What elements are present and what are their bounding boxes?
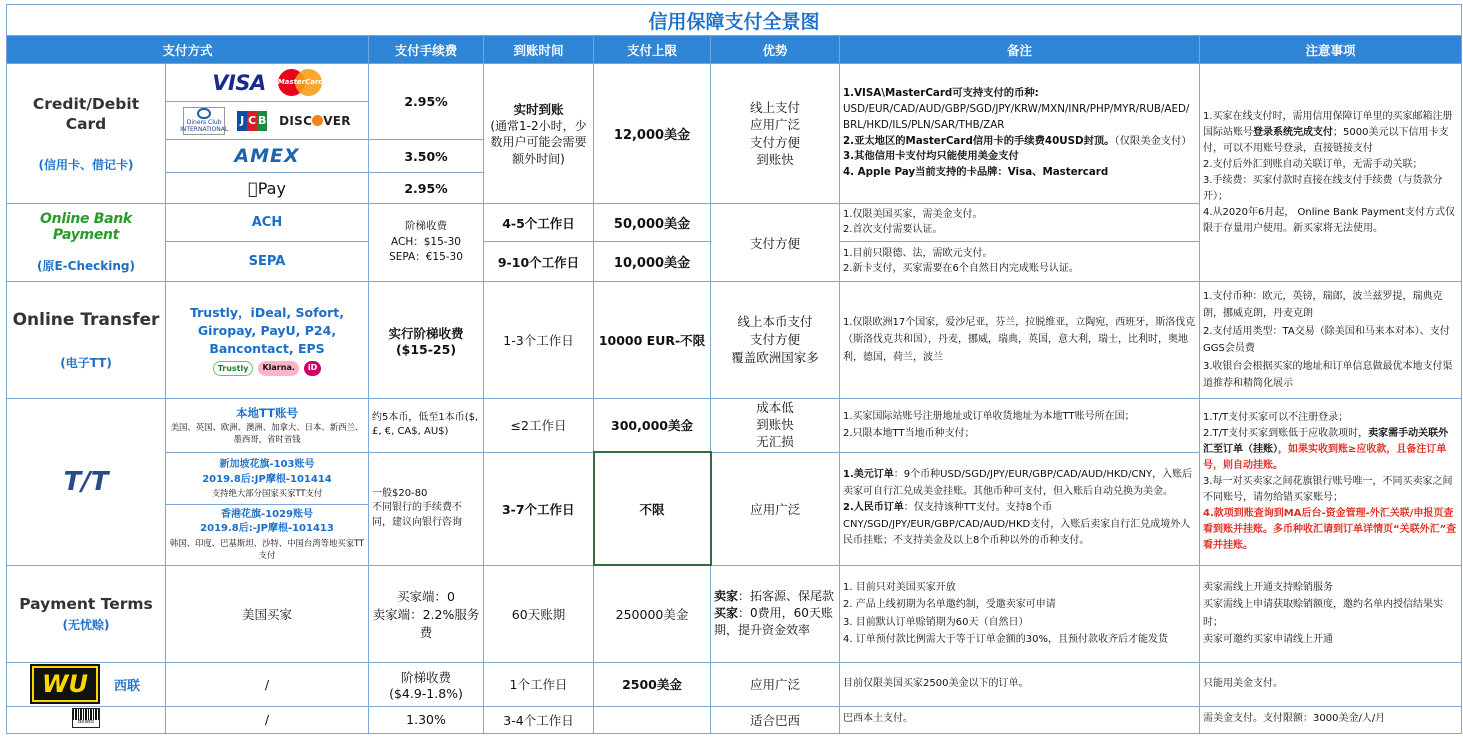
ot-limit: 10000 EUR-不限 (594, 282, 711, 399)
diners-club-logo: Diners Club INTERNATIONAL (183, 107, 225, 135)
method-credit-card (7, 64, 166, 204)
ideal-logo: iD (304, 361, 321, 377)
boleto-advantage: 适合巴西 (711, 706, 840, 733)
pt-advantage: 卖家：拓客源、保尾款 买家：0费用，60天账期，提升资金效率 (711, 565, 840, 662)
header-limit: 支付上限 (594, 36, 711, 64)
ot-notes: 1.仅限欧洲17个国家，爱沙尼亚，芬兰，拉脱维亚，立陶宛，西班牙，斯洛伐克（斯洛伐克共和国），丹麦，挪威，瑞典，英国，意大利，瑞士，比利时，奥地利，德国，荷兰，波兰 (840, 282, 1200, 399)
tt-local-limit: 300,000美金 (594, 399, 711, 453)
boleto-caution: 需美金支付。支付限额：3000美金/人/月 (1200, 706, 1462, 733)
obp-ach: ACH (166, 204, 369, 242)
tt-local-advantage: 成本低 到账快 无汇损 (711, 399, 840, 453)
trustly-logo: Trustly (213, 361, 254, 377)
boleto-logo: Boleto (72, 708, 100, 728)
method-western-union (7, 662, 166, 706)
obp-ach-time: 4-5个工作日 (484, 204, 594, 242)
jcb-logo: J C B (237, 111, 267, 131)
ot-subtitle: (电子TT) (60, 355, 112, 370)
method-online-transfer (7, 282, 166, 399)
tt-hk-account: 香港花旗-1029账号 2019.8后:-JP摩根-101413 韩国、印度、巴基斯坦、沙特、中国台湾等地买家TT支付 (166, 504, 369, 565)
tt-int-fee: 一般$20-80 不同银行的手续费不同，建议向银行咨询 (369, 452, 484, 565)
header-payment-method: 支付方式 (7, 36, 369, 64)
discover-logo: DISC VER (279, 113, 351, 128)
obp-sepa: SEPA (166, 242, 369, 282)
obp-advantage: 支付方便 (711, 204, 840, 282)
ot-advantage: 线上本币支付 支付方便 覆盖欧洲国家多 (711, 282, 840, 399)
pt-notes: 1. 目前只对美国买家开放 2. 产品上线初期为名单邀约制，受邀卖家可申请 3. 目前默认订单赊销期为60天（自然日） 4. 订单预付款比例需大于等于订单金额的30%，且预付款收齐后才能发货 (840, 565, 1200, 662)
pt-subtitle: (无忧赊) (62, 618, 110, 633)
pt-time: 60天账期 (484, 565, 594, 662)
pt-method: 美国买家 (166, 565, 369, 662)
tt-local-notes: 1.买家国际站账号注册地址或订单收货地址为本地TT账号所在国； 2.只限本地TT当地币种支付； (840, 399, 1200, 453)
method-online-bank-payment (7, 204, 166, 282)
obp-ach-notes: 1.仅限美国买家，需美金支付。 2.首次支付需要认证。 (840, 204, 1200, 242)
page-title: 信用保障支付全景图 (7, 5, 1462, 36)
method-tt: T/T (7, 399, 166, 566)
wu-name: 西联 (113, 678, 140, 694)
tt-int-advantage: 应用广泛 (711, 452, 840, 565)
obp-ach-limit: 50,000美金 (594, 204, 711, 242)
wu-fee: 阶梯收费 ($4.9-1.8%) (369, 662, 484, 706)
obp-name: Online Bank Payment (40, 211, 132, 243)
obp-subtitle: (原E-Checking) (37, 259, 135, 273)
western-union-logo: WU (32, 666, 98, 702)
credit-obp-caution: 1.买家在线支付时，需用信用保障订单里的买家邮箱注册国际站账号登录系统完成支付；5000美元以下信用卡支付，可以不用账号登录，直接链接支付 2.支付后外汇到账自动关联订单，无需手动关联； 3.手续费：买家付款时直接在线支付手续费（与货款分开）； 4.从2020年6月起， Online Bank Payment支付方式仅限于存量用户使用。新买家将无法使用。 (1200, 64, 1462, 282)
payment-overview-table (6, 4, 1462, 734)
header-fee: 支付手续费 (369, 36, 484, 64)
credit-fee-applepay: 2.95% (369, 173, 484, 204)
tt-local-fee: 约5本币，低至1本币($,£, €, CA$, AU$) (369, 399, 484, 453)
visa-logo: VISA (212, 70, 266, 95)
credit-advantage: 线上支付 应用广泛 支付方便 到账快 (711, 64, 840, 204)
apple-icon (248, 179, 258, 198)
tt-local-time: ≤2工作日 (484, 399, 594, 453)
apple-pay-logo: Pay (166, 173, 369, 204)
wu-notes: 目前仅限美国买家2500美金以下的订单。 (840, 662, 1200, 706)
tt-int-limit: 不限 (594, 452, 711, 565)
tt-int-notes: 1.美元订单：9个币种USD/SGD/JPY/EUR/GBP/CAD/AUD/HKD/CNY，入账后卖家可自行汇兑成美金挂账。其他币种可支付，但入账后自动兑换为美金。 2.人民币订单：仅支持该种TT支付。支持8个币CNY/SGD/JPY/EUR/GBP/CAD/AUD/HKD支付，入账后卖家自行汇兑成境外人民币挂账；不支持美金及以上8个币种以外的币种支付。 (840, 452, 1200, 565)
credit-fee-amex: 3.50% (369, 140, 484, 173)
wu-limit: 2500美金 (594, 662, 711, 706)
credit-arrival-time: 实时到账 (通常1-2小时，少数用户可能会需要额外时间) (484, 64, 594, 204)
amex-logo: AMEX (166, 140, 369, 173)
tt-sg-account: 新加坡花旗-103账号 2019.8后:JP摩根-101414 支持绝大部分国家买家TT支付 (166, 452, 369, 504)
obp-sepa-time: 9-10个工作日 (484, 242, 594, 282)
method-payment-terms (7, 565, 166, 662)
wu-time: 1个工作日 (484, 662, 594, 706)
pt-fee: 买家端：0 卖家端：2.2%服务费 (369, 565, 484, 662)
obp-sepa-notes: 1.目前只限德、法，需欧元支付。 2.新卡支付，买家需要在6个自然日内完成账号认证。 (840, 242, 1200, 282)
boleto-limit (594, 706, 711, 733)
boleto-method: / (166, 706, 369, 733)
pt-name: Payment Terms (19, 595, 153, 614)
pt-caution: 卖家需线上开通支持赊销服务 买家需线上申请获取赊销额度，邀约名单内授信结果实时； 卖家可邀约买家申请线上开通 (1200, 565, 1462, 662)
credit-notes: 1.VISA\MasterCard可支持支付的币种: USD/EUR/CAD/AUD/GBP/SGD/JPY/KRW/MXN/INR/PHP/MYR/RUB/AED/BRL/HKD/ILS/PLN/SAR/THB/ZAR 2.亚太地区的MasterCard信用卡的手续费40USD封顶。（仅限美金支付） 3.其他信用卡支付均只能使用美金支付 4. Apple Pay当前支持的卡品牌：Visa、Mastercard (840, 64, 1200, 204)
wu-advantage: 应用广泛 (711, 662, 840, 706)
boleto-fee: 1.30% (369, 706, 484, 733)
boleto-notes: 巴西本土支付。 (840, 706, 1200, 733)
header-row (7, 36, 1462, 64)
ot-fee: 实行阶梯收费 ($15-25) (369, 282, 484, 399)
pt-limit: 250000美金 (594, 565, 711, 662)
wu-caution: 只能用美金支付。 (1200, 662, 1462, 706)
header-advantage: 优势 (711, 36, 840, 64)
ot-caution: 1.支付币种：欧元，英镑，瑞郎，波兰兹罗提，瑞典克朗，挪威克朗，丹麦克朗 2.支付适用类型：TA交易（除美国和马来本对本）、支付GGS会员费 3.收银台会根据买家的地址和订单信息做最优本地支付渠道推荐和精简化展示 (1200, 282, 1462, 399)
obp-sepa-limit: 10,000美金 (594, 242, 711, 282)
tt-caution: 1.T/T支付买家可以不注册登录； 2.T/T支付买家到账低于应收款项时，卖家需手动关联外汇至订单（挂账），如果实收到账≥应收款，且备注订单号，则自动挂账。 3.每一对买卖家之间花旗银行账号唯一，不同买卖家之间不同账号，请勿给错买家账号； 4.款项到账查询到MA后台-资金管理-外汇关联/申报页查看到账并挂账。多币种收汇请到订单详情页“关联外汇”查看并挂账。 (1200, 399, 1462, 566)
credit-limit: 12,000美金 (594, 64, 711, 204)
header-notes: 备注 (840, 36, 1200, 64)
mastercard-logo: MasterCard (278, 69, 322, 96)
credit-fee-visa: 2.95% (369, 64, 484, 140)
tt-int-time: 3-7个工作日 (484, 452, 594, 565)
boleto-time: 3-4个工作日 (484, 706, 594, 733)
klarna-logo: Klarna. (258, 361, 298, 377)
tt-local-account: 本地TT账号 美国、英国、欧洲、澳洲、加拿大、日本、新西兰、墨西哥，省时省钱 (166, 399, 369, 453)
obp-fee: 阶梯收费 ACH：$15-30 SEPA：€15-30 (369, 204, 484, 282)
credit-card-subtitle: (信用卡、借记卡) (38, 158, 134, 173)
ot-methods: Trustly，iDeal, Sofort, Giropay, PayU, P24, Bancontact, EPS Trustly Klarna. iD (166, 282, 369, 399)
header-caution: 注意事项 (1200, 36, 1462, 64)
ot-time: 1-3个工作日 (484, 282, 594, 399)
wu-method: / (166, 662, 369, 706)
ot-name: Online Transfer (12, 310, 160, 331)
credit-card-name: Credit/Debit Card (32, 94, 140, 133)
header-arrival-time: 到账时间 (484, 36, 594, 64)
method-boleto (7, 706, 166, 733)
